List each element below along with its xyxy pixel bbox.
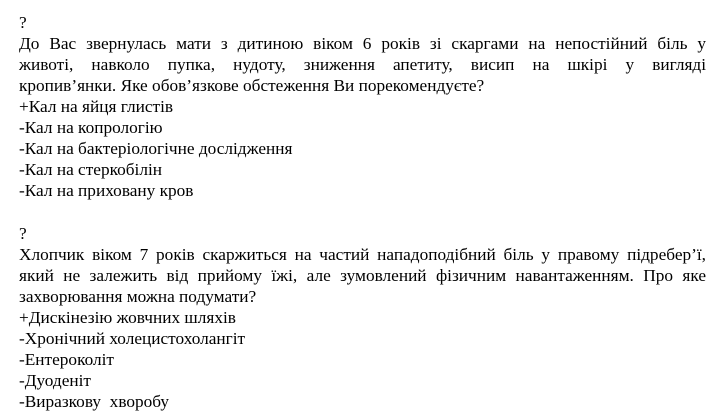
- answer-option: -Виразкову хворобу: [19, 392, 170, 411]
- answer-option: -Кал на стеркобілін: [19, 160, 163, 179]
- question-marker: ?: [19, 224, 27, 243]
- question-stem-line: животі, навколо пупка, нудоту, зниження апетиту, висип на шкірі у вигляді: [19, 55, 706, 74]
- question-stem-line: який не залежить від прийому їжі, але зумовлений фізичним навантаженням. Про яке: [19, 266, 706, 285]
- answer-option: -Кал на бактеріологічне дослідження: [19, 139, 293, 158]
- answer-option: -Дуоденіт: [19, 371, 91, 390]
- answer-option: -Ентероколіт: [19, 350, 114, 369]
- question-stem-line: До Вас звернулась мати з дитиною віком 6 років зі скаргами на непостійний біль у: [19, 34, 706, 53]
- question-block-1: [19, 12, 706, 201]
- question-block-2: [19, 223, 706, 412]
- answer-option: -Кал на приховану кров: [19, 181, 194, 200]
- answer-option-correct: +Дискінезію жовчних шляхів: [19, 308, 236, 327]
- question-stem-line: захворювання можна подумати?: [19, 287, 257, 306]
- question-stem-line: Хлопчик віком 7 років скаржиться на частий нападоподібний біль у правому підребер’ї,: [19, 245, 706, 264]
- question-marker: ?: [19, 13, 27, 32]
- blank-line: [19, 201, 706, 223]
- answer-option: -Хронічний холецистохолангіт: [19, 329, 246, 348]
- document-page: [19, 12, 706, 412]
- question-stem-line: кропив’янки. Яке обов’язкове обстеження Ви порекомендуєте?: [19, 76, 485, 95]
- answer-option-correct: +Кал на яйця глистів: [19, 97, 174, 116]
- answer-option: -Кал на копрологію: [19, 118, 163, 137]
